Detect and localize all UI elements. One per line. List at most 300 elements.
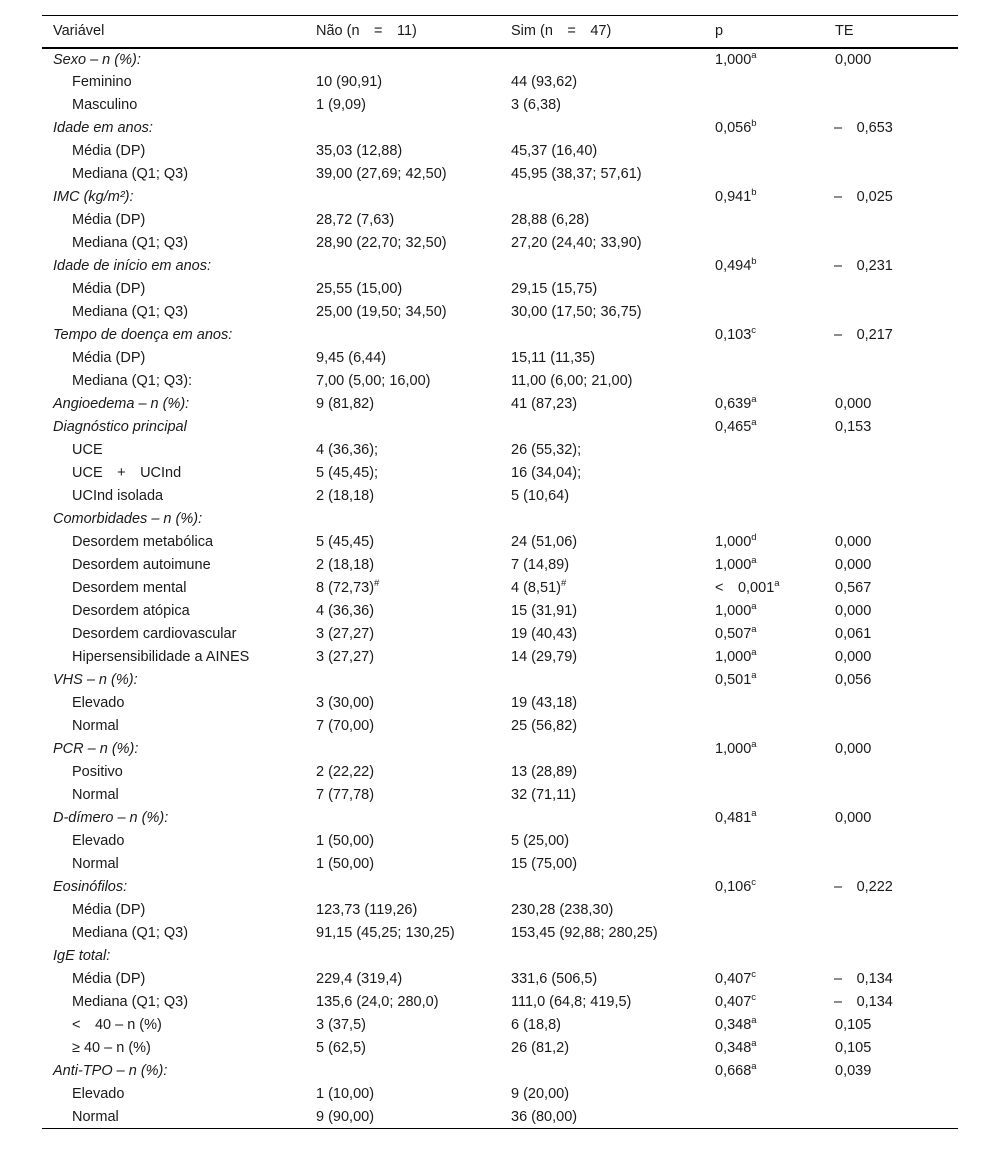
table-row <box>42 301 958 324</box>
cell-effect-size <box>824 991 958 1014</box>
cell-sim-value: 3 (6,38) <box>511 97 561 113</box>
row-label-text: Mediana (Q1; Q3) <box>72 235 189 251</box>
row-label <box>42 140 305 163</box>
row-label-text: Desordem mental <box>72 580 187 596</box>
cell-p-value <box>704 140 824 163</box>
effect-size-text: 0,567 <box>835 580 872 596</box>
cell-nao <box>305 48 500 71</box>
cell-nao <box>305 1083 500 1106</box>
table-row <box>42 991 958 1014</box>
cell-sim-value: 15 (31,91) <box>511 603 578 619</box>
cell-sim-value: 331,6 (506,5) <box>511 971 598 987</box>
section-row <box>42 324 958 347</box>
cell-sim-value: 9 (20,00) <box>511 1086 570 1102</box>
cell-p-value <box>704 71 824 94</box>
p-value-footnote: a <box>751 1015 757 1027</box>
cell-p-value <box>704 48 824 71</box>
cell-nao <box>305 968 500 991</box>
cell-p-value <box>704 600 824 623</box>
cell-sim <box>500 1060 704 1083</box>
cell-nao <box>305 784 500 807</box>
table-row <box>42 462 958 485</box>
cell-nao <box>305 416 500 439</box>
cell-nao <box>305 899 500 922</box>
row-label-text: UCE <box>72 442 103 458</box>
row-label <box>42 186 305 209</box>
cell-nao-value: 8 (72,73) <box>316 580 375 596</box>
row-label <box>42 1014 305 1037</box>
row-label-text: Hipersensibilidade a AINES <box>72 649 250 665</box>
cell-nao-value: 3 (27,27) <box>316 649 375 665</box>
cell-sim-value: 30,00 (17,50; 36,75) <box>511 304 642 320</box>
row-label <box>42 324 305 347</box>
header-te: TE <box>824 16 958 48</box>
cell-nao <box>305 531 500 554</box>
row-label-text: PCR – n (%): <box>53 741 139 757</box>
cell-nao-value: 123,73 (119,26) <box>316 902 418 918</box>
row-label <box>42 1106 305 1129</box>
table-row <box>42 278 958 301</box>
cell-effect-size <box>824 830 958 853</box>
cell-nao <box>305 439 500 462</box>
row-label <box>42 922 305 945</box>
cell-nao <box>305 117 500 140</box>
cell-nao <box>305 738 500 761</box>
cell-effect-size <box>824 876 958 899</box>
cell-effect-size <box>824 1106 958 1129</box>
row-label-text: Mediana (Q1; Q3) <box>72 994 189 1010</box>
p-value-text: 0,106 <box>715 879 752 895</box>
cell-nao <box>305 370 500 393</box>
p-value-footnote: a <box>751 647 757 659</box>
cell-sim-value: 36 (80,00) <box>511 1108 578 1125</box>
cell-effect-size <box>824 278 958 301</box>
effect-size-text: – 0,134 <box>834 994 893 1010</box>
cell-sim <box>500 278 704 301</box>
cell-p-value <box>704 853 824 876</box>
row-label <box>42 1037 305 1060</box>
cell-p-value <box>704 761 824 784</box>
cell-effect-size <box>824 301 958 324</box>
cell-sim-value: 32 (71,11) <box>511 787 577 803</box>
table-row <box>42 232 958 255</box>
cell-p-value <box>704 393 824 416</box>
effect-size-text: 0,061 <box>835 626 872 642</box>
row-label <box>42 347 305 370</box>
cell-effect-size <box>824 439 958 462</box>
effect-size-text: 0,000 <box>835 51 872 68</box>
p-value-footnote: a <box>751 49 757 61</box>
row-label-text: Feminino <box>72 74 132 90</box>
cell-effect-size <box>824 899 958 922</box>
cell-p-value <box>704 1106 824 1129</box>
row-label <box>42 991 305 1014</box>
cell-nao <box>305 1014 500 1037</box>
row-label-text: Mediana (Q1; Q3): <box>72 373 193 389</box>
p-value-footnote: a <box>751 739 757 751</box>
cell-nao-value: 10 (90,91) <box>316 74 383 90</box>
header-variavel: Variável <box>42 16 305 48</box>
table-header-row <box>42 16 958 48</box>
cell-effect-size <box>824 738 958 761</box>
row-label <box>42 71 305 94</box>
row-label <box>42 485 305 508</box>
row-label-text: Anti-TPO – n (%): <box>53 1063 168 1079</box>
row-label-text: Mediana (Q1; Q3) <box>72 925 189 941</box>
row-label-text: Média (DP) <box>72 971 146 987</box>
cell-effect-size <box>824 485 958 508</box>
row-label-text: Masculino <box>72 97 138 113</box>
cell-effect-size <box>824 623 958 646</box>
p-value-text: 1,000 <box>715 534 752 550</box>
cell-sim-value: 44 (93,62) <box>511 74 578 90</box>
cell-nao <box>305 301 500 324</box>
cell-effect-size <box>824 807 958 830</box>
cell-sim <box>500 1037 704 1060</box>
cell-p-value <box>704 485 824 508</box>
cell-sim <box>500 945 704 968</box>
cell-sim <box>500 209 704 232</box>
cell-sim <box>500 347 704 370</box>
cell-effect-size <box>824 416 958 439</box>
cell-nao-value: 3 (37,5) <box>316 1017 366 1033</box>
cell-sim-value: 19 (43,18) <box>511 695 578 711</box>
row-label-text: Eosinófilos: <box>53 879 128 895</box>
row-label-text: Média (DP) <box>72 350 146 366</box>
cell-p-value <box>704 163 824 186</box>
cell-sim-value: 6 (18,8) <box>511 1017 561 1033</box>
row-label-text: Desordem autoimune <box>72 557 211 573</box>
cell-p-value <box>704 186 824 209</box>
cell-nao-value: 2 (18,18) <box>316 488 375 504</box>
p-value-text: 1,000 <box>715 557 752 573</box>
section-row <box>42 393 958 416</box>
row-label-text: Idade de início em anos: <box>53 258 211 274</box>
p-value-text: 0,941 <box>715 189 752 205</box>
cell-p-value <box>704 807 824 830</box>
cell-effect-size <box>824 140 958 163</box>
p-value-footnote: a <box>774 578 780 590</box>
cell-nao <box>305 1060 500 1083</box>
cell-effect-size <box>824 393 958 416</box>
effect-size-text: 0,000 <box>835 396 872 412</box>
cell-nao-value: 5 (45,45); <box>316 465 379 481</box>
row-label-text: Idade em anos: <box>53 120 153 136</box>
cell-nao-value: 5 (45,45) <box>316 534 375 550</box>
p-value-text: 0,407 <box>715 971 752 987</box>
cell-effect-size <box>824 186 958 209</box>
cell-sim <box>500 163 704 186</box>
cell-nao-value: 28,72 (7,63) <box>316 212 395 228</box>
p-value-footnote: b <box>751 118 757 130</box>
table-row <box>42 163 958 186</box>
cell-nao-value: 1 (50,00) <box>316 856 375 872</box>
cell-p-value <box>704 646 824 669</box>
row-label-text: IgE total: <box>53 948 111 964</box>
row-label-text: Mediana (Q1; Q3) <box>72 304 189 320</box>
cell-nao <box>305 623 500 646</box>
row-label <box>42 761 305 784</box>
cell-nao-value: 3 (30,00) <box>316 695 375 711</box>
section-row <box>42 1060 958 1083</box>
cell-nao-value: 35,03 (12,88) <box>316 143 403 159</box>
cell-nao-value: 1 (50,00) <box>316 833 375 849</box>
row-label <box>42 439 305 462</box>
cell-nao <box>305 71 500 94</box>
row-label <box>42 416 305 439</box>
cell-effect-size <box>824 968 958 991</box>
cell-p-value <box>704 922 824 945</box>
table-body <box>42 48 958 1129</box>
p-value-text: 0,481 <box>715 810 752 826</box>
cell-effect-size <box>824 163 958 186</box>
effect-size-text: 0,000 <box>835 603 872 619</box>
cell-p-value <box>704 439 824 462</box>
cell-p-value <box>704 531 824 554</box>
cell-effect-size <box>824 508 958 531</box>
p-value-footnote: a <box>751 417 757 429</box>
cell-sim-value: 28,88 (6,28) <box>511 212 590 228</box>
cell-nao-value: 28,90 (22,70; 32,50) <box>316 235 447 251</box>
effect-size-text: – 0,134 <box>834 971 893 987</box>
cell-nao <box>305 462 500 485</box>
cell-p-value <box>704 232 824 255</box>
cell-p-value <box>704 945 824 968</box>
cell-sim-value: 25 (56,82) <box>511 718 578 734</box>
cell-sim <box>500 1014 704 1037</box>
cell-sim <box>500 692 704 715</box>
cell-nao-value: 7 (70,00) <box>316 718 375 734</box>
cell-nao <box>305 485 500 508</box>
cell-sim-value: 45,95 (38,37; 57,61) <box>511 166 642 182</box>
cell-p-value <box>704 370 824 393</box>
table-row <box>42 899 958 922</box>
cell-p-value <box>704 255 824 278</box>
p-value-text: 0,465 <box>715 419 752 435</box>
cell-effect-size <box>824 1037 958 1060</box>
row-label <box>42 94 305 117</box>
row-label-text: Comorbidades – n (%): <box>53 511 203 527</box>
cell-sim-value: 5 (10,64) <box>511 488 570 504</box>
cell-p-value <box>704 209 824 232</box>
cell-sim-value: 153,45 (92,88; 280,25) <box>511 925 658 941</box>
cell-sim <box>500 462 704 485</box>
cell-sim <box>500 968 704 991</box>
row-label-text: Elevado <box>72 1086 125 1102</box>
cell-effect-size <box>824 853 958 876</box>
cell-sim <box>500 140 704 163</box>
cell-nao-value: 9 (90,00) <box>316 1108 375 1125</box>
cell-nao <box>305 876 500 899</box>
section-row <box>42 255 958 278</box>
effect-size-text: 0,000 <box>835 557 872 573</box>
cell-nao <box>305 945 500 968</box>
cell-sim <box>500 669 704 692</box>
cell-p-value <box>704 738 824 761</box>
cell-p-value <box>704 715 824 738</box>
cell-sim <box>500 508 704 531</box>
table-row <box>42 715 958 738</box>
cell-sim <box>500 830 704 853</box>
row-label-text: Normal <box>72 1108 119 1125</box>
cell-sim <box>500 117 704 140</box>
row-label-text: Sexo – n (%): <box>53 51 141 68</box>
section-row <box>42 416 958 439</box>
cell-p-value <box>704 991 824 1014</box>
p-value-text: 0,348 <box>715 1017 752 1033</box>
cell-sim <box>500 255 704 278</box>
cell-p-value <box>704 117 824 140</box>
table-row <box>42 140 958 163</box>
p-value-text: 1,000 <box>715 51 752 68</box>
table-row <box>42 94 958 117</box>
cell-effect-size <box>824 761 958 784</box>
cell-nao <box>305 393 500 416</box>
cell-nao <box>305 761 500 784</box>
cell-nao-value: 1 (9,09) <box>316 97 366 113</box>
table-row <box>42 347 958 370</box>
section-row <box>42 807 958 830</box>
cell-p-value <box>704 968 824 991</box>
row-label <box>42 1060 305 1083</box>
results-table <box>42 15 958 1129</box>
row-label <box>42 738 305 761</box>
row-label-text: Tempo de doença em anos: <box>53 327 233 343</box>
table-row <box>42 1083 958 1106</box>
cell-effect-size <box>824 71 958 94</box>
cell-p-value <box>704 416 824 439</box>
cell-nao <box>305 232 500 255</box>
cell-p-value <box>704 324 824 347</box>
row-label-text: VHS – n (%): <box>53 672 138 688</box>
effect-size-text: 0,039 <box>835 1063 872 1079</box>
cell-effect-size <box>824 255 958 278</box>
p-value-footnote: b <box>751 256 757 268</box>
cell-sim-value: 26 (55,32); <box>511 442 582 458</box>
cell-sim <box>500 577 704 600</box>
row-label <box>42 600 305 623</box>
cell-sim <box>500 232 704 255</box>
cell-sim-value: 41 (87,23) <box>511 396 578 412</box>
cell-effect-size <box>824 462 958 485</box>
table-row <box>42 577 958 600</box>
cell-effect-size <box>824 347 958 370</box>
row-label-text: D-dímero – n (%): <box>53 810 169 826</box>
cell-sim <box>500 646 704 669</box>
effect-size-text: 0,000 <box>835 534 872 550</box>
cell-nao-value: 7 (77,78) <box>316 787 375 803</box>
table-row <box>42 922 958 945</box>
section-row <box>42 945 958 968</box>
cell-p-value <box>704 899 824 922</box>
row-label <box>42 945 305 968</box>
cell-nao <box>305 347 500 370</box>
cell-sim-footnote: # <box>560 578 567 590</box>
cell-effect-size <box>824 784 958 807</box>
row-label <box>42 393 305 416</box>
cell-sim <box>500 370 704 393</box>
cell-effect-size <box>824 945 958 968</box>
cell-sim-value: 16 (34,04); <box>511 465 582 481</box>
cell-effect-size <box>824 117 958 140</box>
cell-effect-size <box>824 1014 958 1037</box>
cell-sim-value: 13 (28,89) <box>511 764 578 780</box>
cell-nao <box>305 140 500 163</box>
p-value-footnote: c <box>751 325 757 337</box>
cell-effect-size <box>824 646 958 669</box>
cell-nao-value: 5 (62,5) <box>316 1040 366 1056</box>
cell-sim <box>500 186 704 209</box>
cell-sim-value: 5 (25,00) <box>511 833 570 849</box>
table-row <box>42 761 958 784</box>
cell-sim <box>500 531 704 554</box>
cell-effect-size <box>824 1060 958 1083</box>
row-label <box>42 692 305 715</box>
row-label <box>42 554 305 577</box>
p-value-text: 0,639 <box>715 396 752 412</box>
header-sim: Sim (n = 47) <box>500 16 704 48</box>
cell-sim <box>500 853 704 876</box>
row-label-text: Mediana (Q1; Q3) <box>72 166 189 182</box>
row-label <box>42 784 305 807</box>
effect-size-text: – 0,217 <box>834 327 893 343</box>
cell-sim-value: 15,11 (11,35) <box>511 350 596 366</box>
cell-nao <box>305 1037 500 1060</box>
section-row <box>42 508 958 531</box>
effect-size-text: – 0,025 <box>834 189 893 205</box>
cell-nao-value: 39,00 (27,69; 42,50) <box>316 166 447 182</box>
p-value-footnote: a <box>751 555 757 567</box>
table-row <box>42 1014 958 1037</box>
row-label-text: Elevado <box>72 695 125 711</box>
table-row <box>42 71 958 94</box>
row-label-text: Desordem metabólica <box>72 534 214 550</box>
p-value-footnote: a <box>751 670 757 682</box>
cell-nao <box>305 715 500 738</box>
table-row <box>42 370 958 393</box>
cell-effect-size <box>824 922 958 945</box>
cell-p-value <box>704 508 824 531</box>
cell-sim <box>500 876 704 899</box>
row-label <box>42 577 305 600</box>
row-label-text: ≥ 40 – n (%) <box>72 1040 151 1056</box>
p-value-text: 1,000 <box>715 649 752 665</box>
cell-sim <box>500 1106 704 1129</box>
p-value-footnote: c <box>751 877 757 889</box>
cell-nao <box>305 991 500 1014</box>
effect-size-text: 0,105 <box>835 1040 872 1056</box>
cell-sim <box>500 439 704 462</box>
row-label <box>42 232 305 255</box>
cell-p-value <box>704 301 824 324</box>
table-row <box>42 853 958 876</box>
cell-p-value <box>704 347 824 370</box>
row-label-text: Média (DP) <box>72 902 146 918</box>
p-value-text: 0,103 <box>715 327 752 343</box>
cell-sim <box>500 761 704 784</box>
cell-sim-value: 230,28 (238,30) <box>511 902 614 918</box>
cell-p-value <box>704 876 824 899</box>
table-row <box>42 600 958 623</box>
cell-nao <box>305 692 500 715</box>
p-value-footnote: a <box>751 601 757 613</box>
p-value-footnote: a <box>751 1038 757 1050</box>
row-label-text: Média (DP) <box>72 281 146 297</box>
cell-nao-value: 91,15 (45,25; 130,25) <box>316 925 455 941</box>
cell-effect-size <box>824 531 958 554</box>
cell-sim-value: 15 (75,00) <box>511 856 578 872</box>
cell-effect-size <box>824 209 958 232</box>
